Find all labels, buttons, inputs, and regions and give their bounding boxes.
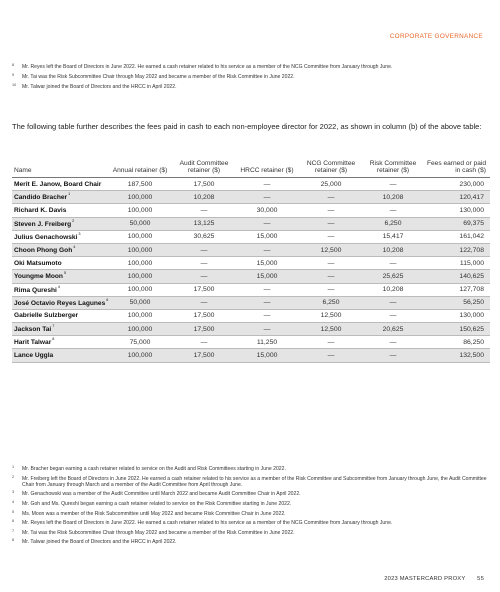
table-cell: — (364, 257, 422, 270)
table-cell: 17,500 (172, 283, 236, 296)
table-cell: — (364, 349, 422, 362)
section-header: CORPORATE GOVERNANCE (389, 33, 483, 40)
table-cell: 12,500 (298, 309, 364, 322)
table-cell: 6,250 (364, 217, 422, 230)
page-number: 55 (477, 576, 484, 582)
table-row (12, 257, 490, 270)
table-cell: 6,250 (298, 296, 364, 309)
table-cell: 15,000 (236, 230, 298, 243)
table-cell: 10,208 (364, 191, 422, 204)
table-cell: 140,625 (422, 270, 490, 283)
footnote: 4 Mr. Goh and Ms. Qureshi began earning a cash retainer related to service on the Risk Committee starting in June 2022. (12, 499, 292, 507)
table-cell: — (364, 178, 422, 191)
table-cell: — (298, 257, 364, 270)
table-cell: 25,625 (364, 270, 422, 283)
table-cell: 15,000 (236, 270, 298, 283)
director-name: Choon Phong Goh$^4$ (12, 243, 108, 256)
table-cell: 75,000 (108, 336, 172, 349)
table-cell: 161,042 (422, 230, 490, 243)
table-row (12, 336, 490, 349)
table-cell: 115,000 (422, 257, 490, 270)
footnote: 3 Mr. Genachowski was a member of the Audit Committee until March 2022 and became Audit Committee Chair in April 2022. (12, 490, 301, 498)
table-cell: 100,000 (108, 323, 172, 336)
director-fees-table (12, 137, 490, 363)
director-name: Oki Matsumoto (12, 257, 108, 270)
table-row (12, 204, 490, 217)
table-cell: 20,625 (364, 323, 422, 336)
table-cell: — (298, 270, 364, 283)
director-name: Gabrielle Sulzberger (12, 309, 108, 322)
table-cell: — (236, 243, 298, 256)
footnote: 5 Ms. Moon was a member of the Risk Subcommittee until May 2022 and became Risk Committee Chair in June 2022. (12, 509, 286, 517)
table-cell: — (172, 270, 236, 283)
table-cell: — (298, 283, 364, 296)
footnote: 8 Mr. Talwar joined the Board of Directors and the HRCC in April 2022. (12, 538, 177, 546)
table-cell: 11,250 (236, 336, 298, 349)
director-name: Julius Genachowski$^3$ (12, 230, 108, 243)
table-cell: 12,500 (298, 243, 364, 256)
table-cell: 50,000 (108, 296, 172, 309)
table-row (12, 191, 490, 204)
director-name: Jackson Tai$^7$ (12, 323, 108, 336)
table-cell: — (172, 257, 236, 270)
column-header: HRCC retainer ($) (236, 137, 298, 178)
footnote-mark: 1 (68, 192, 71, 197)
footnote: 8 Mr. Reyes left the Board of Directors in June 2022. He earned a cash retainer related to his service as a member of the NCG Committee from January through June. (12, 63, 393, 70)
director-name: Harit Talwar$^8$ (12, 336, 108, 349)
table-cell: 15,417 (364, 230, 422, 243)
footnote: 7 Mr. Tai was the Risk Subcommittee Chair through May 2022 and became a member of the Risk Committee in June 2022. (12, 528, 295, 536)
table-cell: — (236, 309, 298, 322)
top-footnotes (12, 64, 482, 95)
table-row (12, 178, 490, 191)
table-cell: 130,000 (422, 309, 490, 322)
footnote: 1 Mr. Bracher began earning a cash retainer related to service on the Audit and Risk Committees starting in June 2022. (12, 465, 286, 472)
table-cell: 187,500 (108, 178, 172, 191)
table-cell: 127,708 (422, 283, 490, 296)
footnote: 2 Mr. Freiberg left the Board of Directors in June 2022. He earned a cash retainer related to his service as a member of the Risk Committee and Subcommittee from January through June, the Audit Committee Chair from January through March and a member of the Audit Committee from April through June. (12, 474, 487, 488)
table-cell: 10,208 (172, 191, 236, 204)
table-cell: 15,000 (236, 349, 298, 362)
table-cell: 56,250 (422, 296, 490, 309)
column-header: NCG Committee retainer ($) (298, 137, 364, 178)
table-row (12, 283, 490, 296)
director-name: Candido Bracher$^1$ (12, 191, 108, 204)
table-row (12, 296, 490, 309)
table-cell: — (236, 323, 298, 336)
director-name: Youngme Moon$^5$ (12, 270, 108, 283)
table-cell: 100,000 (108, 230, 172, 243)
table-cell: 100,000 (108, 349, 172, 362)
table-row (12, 217, 490, 230)
column-header: Annual retainer ($) (108, 137, 172, 178)
director-name: José Octavio Reyes Lagunes$^6$ (12, 296, 108, 309)
table-cell: 25,000 (298, 178, 364, 191)
column-header: Risk Committee retainer ($) (364, 137, 422, 178)
table-cell: — (172, 336, 236, 349)
footnote: 9 Mr. Tai was the Risk Subcommittee Chair through May 2022 and became a member of the Risk Committee in June 2022. (12, 73, 295, 81)
table-cell: 30,000 (236, 204, 298, 217)
table-cell: 50,000 (108, 217, 172, 230)
table-cell: — (236, 296, 298, 309)
table-cell: 12,500 (298, 323, 364, 336)
table-cell: — (172, 296, 236, 309)
table-cell: 100,000 (108, 257, 172, 270)
table-header-row (12, 137, 490, 178)
table-cell: — (172, 204, 236, 217)
table-row (12, 230, 490, 243)
table-cell: 100,000 (108, 204, 172, 217)
footnote-mark: 4 (57, 284, 60, 289)
footer-label: 2023 MASTERCARD PROXY (384, 576, 466, 582)
table-cell: 15,000 (236, 257, 298, 270)
table-cell: 17,500 (172, 178, 236, 191)
table-cell: 130,000 (422, 204, 490, 217)
page-footer (384, 576, 484, 582)
table-row (12, 270, 490, 283)
footnote-mark: 5 (63, 271, 67, 276)
table-cell: — (364, 336, 422, 349)
footnote-mark: 2 (72, 218, 75, 223)
column-header: Fees earned or paid in cash ($) (422, 137, 490, 178)
table-cell: 100,000 (108, 309, 172, 322)
table-cell: — (298, 191, 364, 204)
table-cell: 13,125 (172, 217, 236, 230)
table-cell: — (236, 283, 298, 296)
footnote-mark: 3 (78, 231, 81, 236)
table-row (12, 349, 490, 362)
director-name: Richard K. Davis (12, 204, 108, 217)
table-cell: 100,000 (108, 243, 172, 256)
director-name: Merit E. Janow, Board Chair (12, 178, 108, 191)
column-header: Name (12, 137, 108, 178)
table-cell: — (236, 178, 298, 191)
table-cell: 17,500 (172, 349, 236, 362)
table-cell: 86,250 (422, 336, 490, 349)
director-name: Rima Qureshi$^4$ (12, 283, 108, 296)
table-cell: 17,500 (172, 323, 236, 336)
table-cell: — (298, 217, 364, 230)
table-row (12, 243, 490, 256)
footnote-mark: 6 (106, 297, 109, 302)
table-cell: 69,375 (422, 217, 490, 230)
footnote-mark: 8 (52, 337, 55, 342)
bottom-footnotes (12, 466, 490, 549)
table-cell: — (364, 296, 422, 309)
footnote-mark: 4 (73, 244, 76, 249)
table-cell: — (298, 230, 364, 243)
table-cell: — (172, 243, 236, 256)
table-row (12, 309, 490, 322)
table-cell: 10,208 (364, 283, 422, 296)
column-header: Audit Committee retainer ($) (172, 137, 236, 178)
footnote: 6 Mr. Reyes left the Board of Directors in June 2022. He earned a cash retainer related to his service as a member of the NCG Committee from January through June. (12, 519, 393, 527)
director-name: Steven J. Freiberg$^2$ (12, 217, 108, 230)
table-cell: 10,208 (364, 243, 422, 256)
table-cell: 122,708 (422, 243, 490, 256)
table-cell: — (236, 217, 298, 230)
intro-paragraph: The following table further describes the fees paid in cash to each non-employee director for 2022, as shown in column (b) of the above table: (12, 122, 482, 131)
table-cell: 100,000 (108, 191, 172, 204)
table-cell: 100,000 (108, 283, 172, 296)
table-cell: 150,625 (422, 323, 490, 336)
table-cell: — (298, 349, 364, 362)
table-cell: — (236, 191, 298, 204)
table-cell: 230,000 (422, 178, 490, 191)
footnote-mark: 7 (52, 324, 55, 329)
table-cell: — (364, 204, 422, 217)
table-cell: 30,625 (172, 230, 236, 243)
table-cell: — (298, 336, 364, 349)
table-cell: — (298, 204, 364, 217)
table-cell: — (364, 309, 422, 322)
table-cell: 100,000 (108, 270, 172, 283)
table-cell: 17,500 (172, 309, 236, 322)
footnote: 10 Mr. Talwar joined the Board of Directors and the HRCC in April 2022. (12, 83, 177, 91)
table-cell: 120,417 (422, 191, 490, 204)
table-row (12, 323, 490, 336)
director-name: Lance Uggla (12, 349, 108, 362)
table-cell: 132,500 (422, 349, 490, 362)
